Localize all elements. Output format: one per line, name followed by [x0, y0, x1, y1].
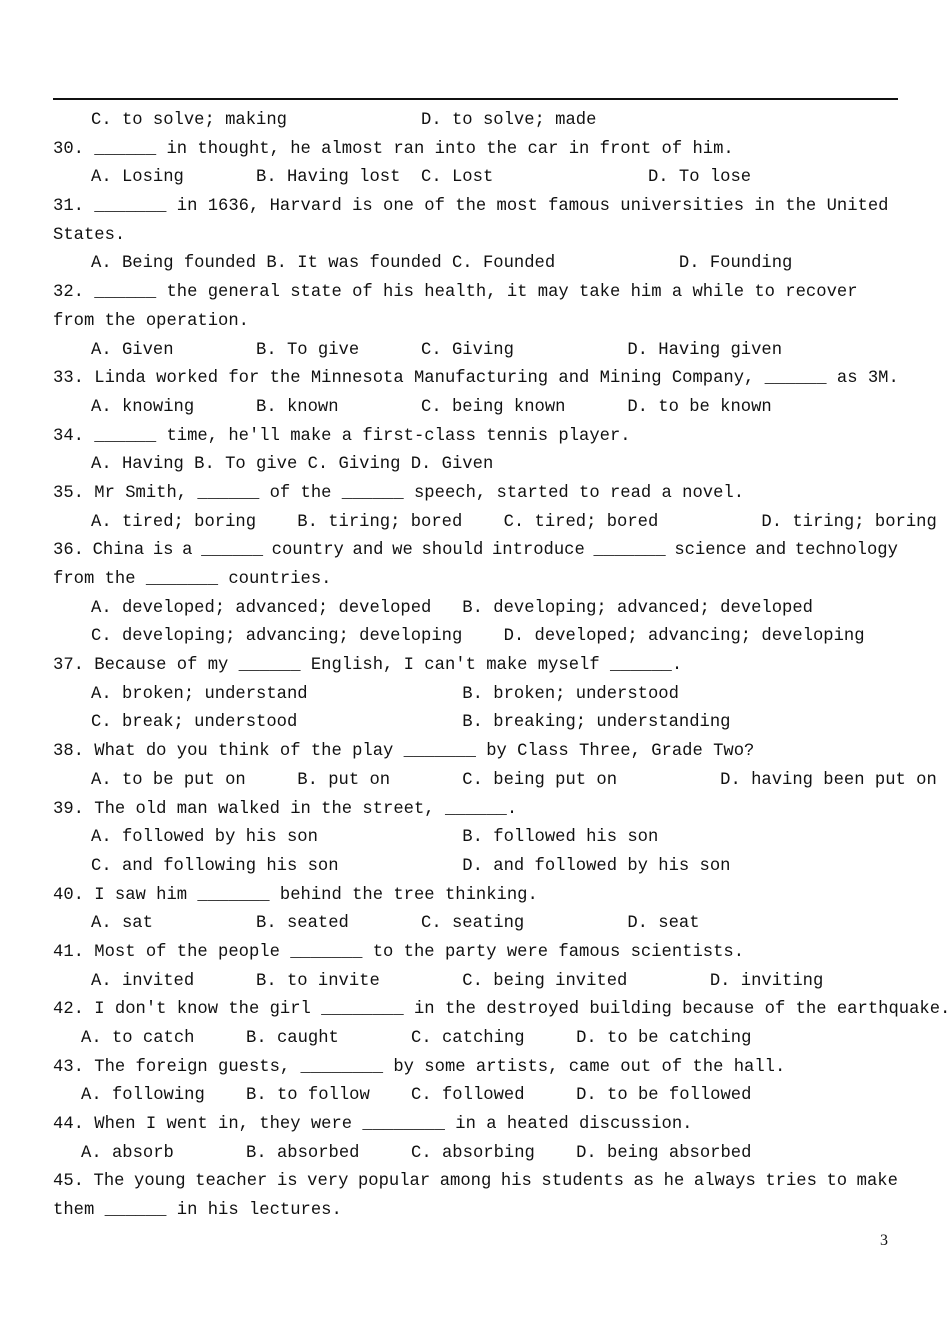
text-line: 43. The foreign guests, ________ by some artists, came out of the hall. — [53, 1057, 786, 1077]
text-line: C. break; understood B. breaking; understanding — [91, 713, 731, 733]
text-line: A. sat B. seated C. seating D. seat — [91, 914, 700, 934]
text-line: States. — [53, 225, 126, 245]
text-line: A. developed; advanced; developed B. developing; advanced; developed — [91, 598, 813, 618]
text-line: A. tired; boring B. tiring; bored C. tired; bored D. tiring; boring — [91, 512, 937, 532]
text-line: A. broken; understand B. broken; understood — [91, 684, 679, 704]
text-line: 37. Because of my ______ English, I can't make myself ______. — [53, 656, 683, 676]
text-line: 34. ______ time, he'll make a first-class tennis player. — [53, 426, 631, 446]
text-line: A. invited B. to invite C. being invited D. inviting — [91, 971, 824, 991]
text-line: 33. Linda worked for the Minnesota Manufacturing and Mining Company, ______ as 3M. — [53, 369, 899, 389]
text-line: C. developing; advancing; developing D. developed; advancing; developing — [91, 627, 865, 647]
text-line: C. to solve; making D. to solve; made — [91, 111, 597, 130]
text-line: C. and following his son D. and followed by his son — [91, 856, 731, 876]
text-line: 39. The old man walked in the street, ______. — [53, 799, 518, 819]
text-line: A. followed by his son B. followed his son — [91, 828, 659, 848]
text-line: A. to catch B. caught C. catching D. to be catching — [81, 1029, 752, 1048]
text-line: 36. China is a ______ country and we should introduce _______ science and technology — [53, 541, 898, 561]
text-line: 31. _______ in 1636, Harvard is one of the most famous universities in the United — [53, 197, 889, 217]
text-line: A. absorb B. absorbed C. absorbing D. being absorbed — [81, 1143, 752, 1163]
text-line: 32. ______ the general state of his health, it may take him a while to recover — [53, 283, 858, 303]
text-line: 41. Most of the people _______ to the party were famous scientists. — [53, 942, 745, 962]
text-line: A. knowing B. known C. being known D. to be known — [91, 397, 772, 417]
text-line: 45. The young teacher is very popular among his students as he always tries to make — [53, 1172, 898, 1192]
text-line: A. to be put on B. put on C. being put on D. having been put on — [91, 770, 937, 790]
header-rule — [53, 98, 898, 100]
text-line: 35. Mr Smith, ______ of the ______ speech, started to read a novel. — [53, 483, 745, 503]
text-line: 40. I saw him _______ behind the tree thinking. — [53, 885, 538, 905]
text-line: A. Losing B. Having lost C. Lost D. To lose — [91, 168, 752, 188]
text-line: A. Given B. To give C. Giving D. Having given — [91, 340, 783, 360]
text-line: 44. When I went in, they were ________ in a heated discussion. — [53, 1115, 693, 1135]
text-line: 38. What do you think of the play _______ by Class Three, Grade Two? — [53, 742, 755, 762]
text-line: from the _______ countries. — [53, 570, 332, 589]
text-line: 42. I don't know the girl ________ in the destroyed building because of the earthquake. — [53, 1000, 950, 1020]
text-line: A. Having B. To give C. Giving D. Given — [91, 455, 494, 475]
text-line: from the operation. — [53, 311, 249, 331]
text-line: A. following B. to follow C. followed D. to be followed — [81, 1086, 752, 1106]
text-line: 30. ______ in thought, he almost ran into the car in front of him. — [53, 139, 734, 159]
page-number: 3 — [880, 1232, 888, 1249]
question-text — [53, 107, 950, 1226]
text-line: them ______ in his lectures. — [53, 1201, 342, 1221]
text-line: A. Being founded B. It was founded C. Founded D. Founding — [91, 254, 793, 274]
